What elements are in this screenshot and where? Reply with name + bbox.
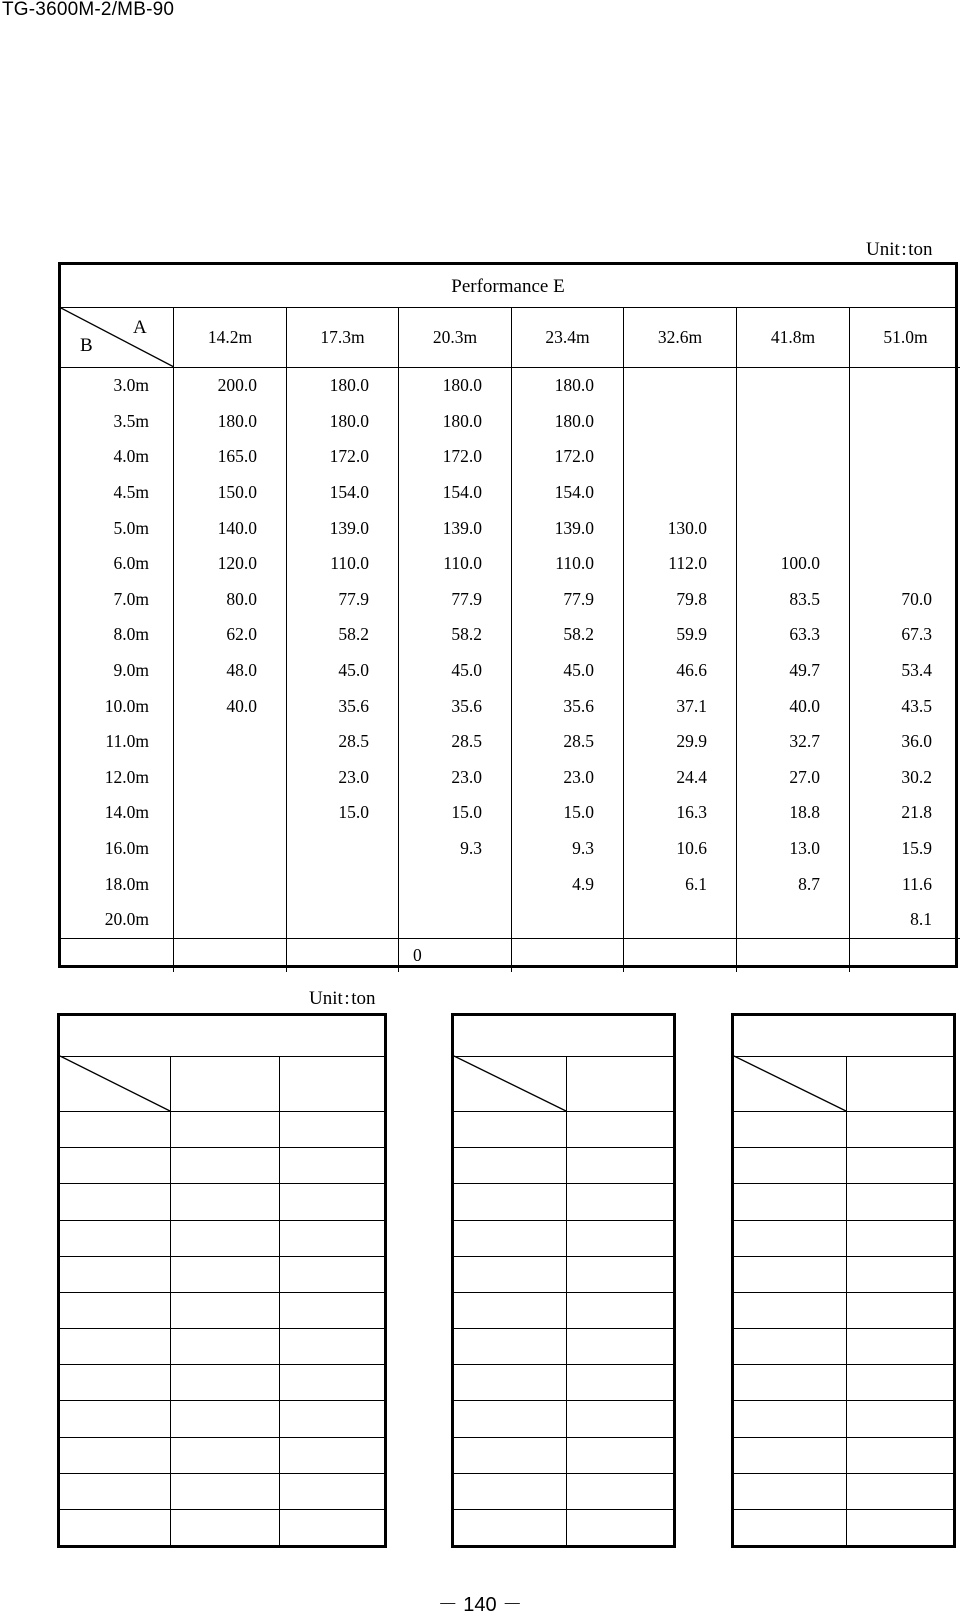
capacity-cell: 154.0 [512, 475, 624, 511]
radius-label: 18.0m [61, 866, 174, 902]
boom-length-header: 41.8m [737, 308, 850, 368]
capacity-cell: 43.5 [901, 695, 932, 716]
capacity-cell: 24.4 [624, 760, 737, 796]
radius-label: 5.0m [61, 510, 174, 546]
capacity-cell [624, 902, 737, 938]
performance-grid [61, 308, 960, 972]
header-diagonal [454, 1056, 566, 1111]
footer-zero-cell: 0 [399, 938, 512, 972]
capacity-cell [737, 439, 850, 475]
capacity-cell: 13.0 [737, 831, 850, 867]
footer-empty-cell [850, 938, 960, 972]
capacity-cell: 110.0 [287, 546, 399, 582]
radius-label: 3.5m [61, 404, 174, 440]
capacity-cell: 45.0 [287, 653, 399, 689]
radius-label: 6.0m [61, 546, 174, 582]
page-number: － 140 － [437, 1594, 523, 1616]
capacity-cell [624, 475, 737, 511]
capacity-cell: 180.0 [512, 404, 624, 440]
capacity-cell [624, 368, 737, 404]
capacity-cell [850, 368, 960, 404]
capacity-cell [174, 795, 287, 831]
capacity-cell [287, 902, 399, 938]
radius-label: 9.0m [61, 653, 174, 689]
footer-empty-cell [287, 938, 399, 972]
capacity-cell: 29.9 [624, 724, 737, 760]
radius-label: 11.0m [61, 724, 174, 760]
capacity-cell: 36.0 [901, 731, 932, 752]
blank-table-middle [451, 1013, 676, 1548]
capacity-cell: 35.6 [512, 688, 624, 724]
capacity-cell: 77.9 [399, 582, 512, 618]
capacity-cell: 180.0 [512, 368, 624, 404]
footer-empty-cell [61, 938, 174, 972]
capacity-cell: 165.0 [174, 439, 287, 475]
capacity-cell: 37.1 [624, 688, 737, 724]
capacity-cell: 172.0 [287, 439, 399, 475]
radius-label: 8.0m [61, 617, 174, 653]
capacity-cell [850, 546, 960, 582]
boom-length-header: 32.6m [624, 308, 737, 368]
capacity-cell [174, 866, 287, 902]
capacity-cell: 23.0 [287, 760, 399, 796]
capacity-cell [850, 475, 960, 511]
capacity-cell: 77.9 [512, 582, 624, 618]
capacity-cell [174, 724, 287, 760]
capacity-cell: 48.0 [174, 653, 287, 689]
capacity-cell [512, 902, 624, 938]
capacity-cell: 40.0 [174, 688, 287, 724]
capacity-cell: 139.0 [399, 510, 512, 546]
blank-grid [454, 1016, 673, 1545]
performance-table [58, 262, 958, 968]
capacity-cell: 32.7 [737, 724, 850, 760]
blank-grid [60, 1016, 384, 1545]
blank-table-right [731, 1013, 956, 1548]
radius-label: 7.0m [61, 582, 174, 618]
capacity-cell: 18.8 [737, 795, 850, 831]
radius-label: 16.0m [61, 831, 174, 867]
capacity-cell: 62.0 [174, 617, 287, 653]
capacity-cell: 70.0 [901, 588, 932, 609]
capacity-cell [287, 866, 399, 902]
capacity-cell: 27.0 [737, 760, 850, 796]
capacity-cell: 83.5 [737, 582, 850, 618]
capacity-cell: 6.1 [624, 866, 737, 902]
footer-empty-cell [737, 938, 850, 972]
capacity-cell: 16.3 [624, 795, 737, 831]
capacity-cell: 112.0 [624, 546, 737, 582]
capacity-cell: 180.0 [399, 368, 512, 404]
capacity-cell: 139.0 [287, 510, 399, 546]
capacity-cell: 15.0 [399, 795, 512, 831]
capacity-cell: 154.0 [399, 475, 512, 511]
capacity-cell [624, 404, 737, 440]
capacity-cell: 23.0 [512, 760, 624, 796]
corner-header-cell [61, 308, 174, 368]
capacity-cell: 10.6 [624, 831, 737, 867]
capacity-cell: 80.0 [174, 582, 287, 618]
performance-table-title: Performance E [61, 265, 955, 308]
capacity-cell: 172.0 [512, 439, 624, 475]
capacity-cell: 200.0 [174, 368, 287, 404]
radius-label: 20.0m [61, 902, 174, 938]
capacity-cell: 180.0 [287, 368, 399, 404]
header-diagonal [60, 1056, 170, 1111]
boom-length-header: 20.3m [399, 308, 512, 368]
capacity-cell [287, 831, 399, 867]
corner-label-b: B [80, 335, 93, 356]
capacity-cell: 77.9 [287, 582, 399, 618]
capacity-cell [399, 866, 512, 902]
capacity-cell: 130.0 [624, 510, 737, 546]
capacity-cell: 11.6 [902, 873, 932, 894]
boom-length-header: 14.2m [174, 308, 287, 368]
capacity-cell [850, 439, 960, 475]
radius-label: 3.0m [61, 368, 174, 404]
unit-label-bottom: Unit : ton [309, 988, 376, 1009]
capacity-cell: 100.0 [737, 546, 850, 582]
capacity-cell [737, 404, 850, 440]
capacity-cell: 28.5 [399, 724, 512, 760]
radius-label: 4.5m [61, 475, 174, 511]
unit-label-top: Unit : ton [866, 239, 933, 260]
capacity-cell [174, 831, 287, 867]
capacity-cell: 140.0 [174, 510, 287, 546]
boom-length-header: 17.3m [287, 308, 399, 368]
capacity-cell: 45.0 [512, 653, 624, 689]
capacity-cell: 15.0 [512, 795, 624, 831]
capacity-cell: 9.3 [399, 831, 512, 867]
capacity-cell: 180.0 [174, 404, 287, 440]
capacity-cell: 8.7 [737, 866, 850, 902]
diagonal-line [61, 308, 174, 368]
capacity-cell: 154.0 [287, 475, 399, 511]
boom-length-header: 23.4m [512, 308, 624, 368]
capacity-cell: 180.0 [399, 404, 512, 440]
footer-empty-cell [512, 938, 624, 972]
capacity-cell: 8.1 [910, 909, 932, 930]
capacity-cell: 28.5 [287, 724, 399, 760]
capacity-cell [399, 902, 512, 938]
capacity-cell: 15.9 [901, 838, 932, 859]
capacity-cell: 45.0 [399, 653, 512, 689]
capacity-cell: 63.3 [737, 617, 850, 653]
capacity-cell: 23.0 [399, 760, 512, 796]
capacity-cell: 58.2 [512, 617, 624, 653]
model-code: TG-3600M-2/MB-90 [2, 0, 175, 20]
capacity-cell: 49.7 [737, 653, 850, 689]
capacity-cell: 40.0 [737, 688, 850, 724]
capacity-cell: 139.0 [512, 510, 624, 546]
capacity-cell [737, 475, 850, 511]
corner-label-a: A [133, 317, 147, 338]
radius-label: 14.0m [61, 795, 174, 831]
capacity-cell: 21.8 [901, 802, 932, 823]
capacity-cell [850, 404, 960, 440]
footer-empty-cell [624, 938, 737, 972]
capacity-cell: 53.4 [901, 660, 932, 681]
radius-label: 4.0m [61, 439, 174, 475]
header-diagonal [734, 1056, 846, 1111]
capacity-cell: 35.6 [399, 688, 512, 724]
capacity-cell: 79.8 [624, 582, 737, 618]
capacity-cell: 30.2 [901, 766, 932, 787]
capacity-cell: 120.0 [174, 546, 287, 582]
radius-label: 10.0m [61, 688, 174, 724]
capacity-cell: 150.0 [174, 475, 287, 511]
capacity-cell [174, 902, 287, 938]
capacity-cell [737, 368, 850, 404]
capacity-cell: 15.0 [287, 795, 399, 831]
capacity-cell: 46.6 [624, 653, 737, 689]
capacity-cell: 28.5 [512, 724, 624, 760]
capacity-cell [737, 510, 850, 546]
capacity-cell: 172.0 [399, 439, 512, 475]
capacity-cell: 180.0 [287, 404, 399, 440]
capacity-cell: 35.6 [287, 688, 399, 724]
boom-length-header: 51.0m [850, 308, 960, 368]
capacity-cell: 110.0 [399, 546, 512, 582]
capacity-cell [737, 902, 850, 938]
capacity-cell: 110.0 [512, 546, 624, 582]
capacity-cell: 58.2 [399, 617, 512, 653]
capacity-cell: 4.9 [512, 866, 624, 902]
capacity-cell: 59.9 [624, 617, 737, 653]
blank-table-left [57, 1013, 387, 1548]
capacity-cell: 58.2 [287, 617, 399, 653]
capacity-cell [624, 439, 737, 475]
capacity-cell [174, 760, 287, 796]
radius-label: 12.0m [61, 760, 174, 796]
blank-grid [734, 1016, 953, 1545]
footer-empty-cell [174, 938, 287, 972]
capacity-cell: 67.3 [901, 624, 932, 645]
capacity-cell: 9.3 [512, 831, 624, 867]
capacity-cell [850, 510, 960, 546]
